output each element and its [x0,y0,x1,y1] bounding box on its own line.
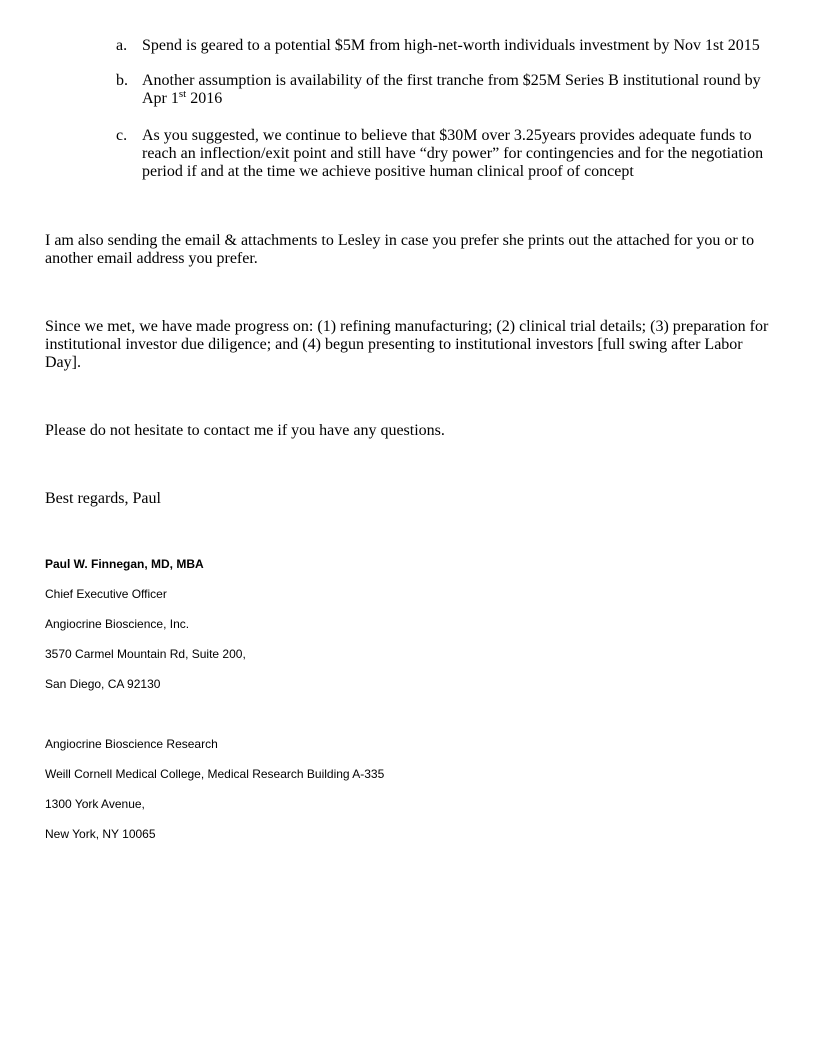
research-name: Angiocrine Bioscience Research [45,737,218,751]
list-letter-c: c. [116,127,128,144]
list-text-b-year: 2016 [186,90,223,107]
list-letter-b: b. [116,72,128,89]
paragraph-lesley: I am also sending the email & attachments to Lesley in case you prefer she prints out the attached for you or to another email address you prefer. [45,232,755,267]
list-item-b [116,72,776,108]
paragraph-contact: Please do not hesitate to contact me if you have any questions. [45,422,445,439]
closing-line: Best regards, Paul [45,490,161,507]
list-text-a: Spend is geared to a potential $5M from high-net-worth individuals investment by Nov 1st 2015 [142,37,760,54]
paragraph-progress: Since we met, we have made progress on: (1) refining manufacturing; (2) clinical trial details; (3) preparation for institutional investor due diligence; and (4) begun presenting to institutional investors [full swing after Labor Day]. [45,318,769,371]
list-text-c: As you suggested, we continue to believe that $30M over 3.25years provides adequate funds to reach an inflection/exit point and still have “dry power” for contingencies and for the negotiation period if and at the time we achieve positive human clinical proof of concept [142,127,764,180]
list-text-b [142,72,776,108]
list-letter-a: a. [116,37,128,54]
signature-company: Angiocrine Bioscience, Inc. [45,617,190,631]
research-street: 1300 York Avenue, [45,797,145,811]
list-text-b-main: Another assumption is availability of the first tranche from $25M Series B institutional round by Apr 1 [142,72,761,107]
list-item-c [116,127,776,181]
research-building: Weill Cornell Medical College, Medical Research Building A-335 [45,767,385,781]
signature-name: Paul W. Finnegan, MD, MBA [45,557,204,571]
ordinal-superscript: st [178,87,187,100]
list-item-a [116,37,776,55]
signature-address-line1: 3570 Carmel Mountain Rd, Suite 200, [45,647,246,661]
signature-title: Chief Executive Officer [45,587,167,601]
signature-address-line2: San Diego, CA 92130 [45,677,161,691]
research-city: New York, NY 10065 [45,827,156,841]
